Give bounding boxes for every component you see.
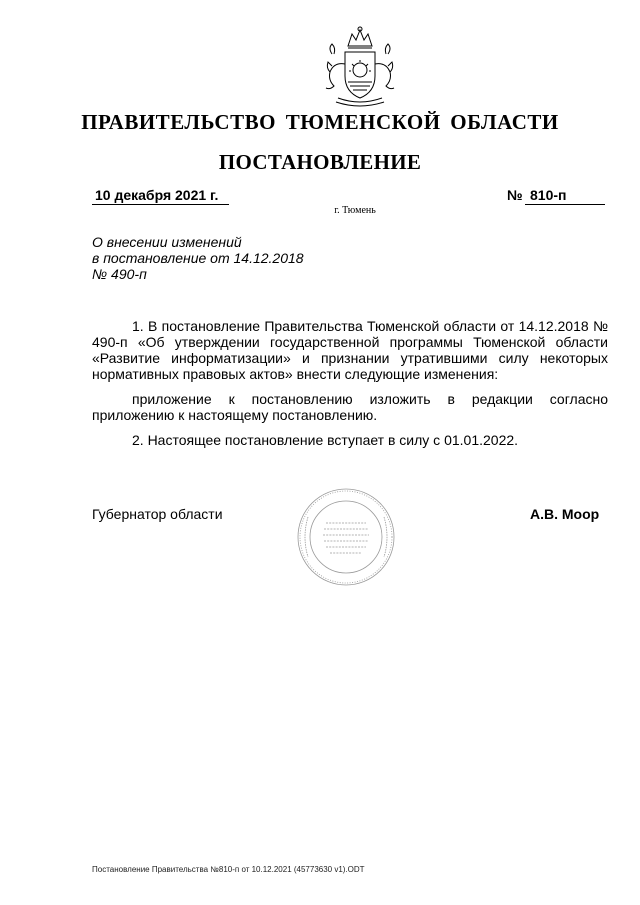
document-date: 10 декабря 2021 г. [95, 187, 219, 203]
coat-of-arms-icon [318, 24, 402, 110]
document-body [92, 318, 608, 448]
doc-type-title: ПОСТАНОВЛЕНИЕ [218, 150, 422, 174]
city-label: г. Тюмень [334, 205, 376, 216]
subject-line: № 490-п [92, 266, 147, 282]
official-seal-icon [296, 487, 396, 587]
body-paragraph: 1. В постановление Правительства Тюменской области от 14.12.2018 № 490-п «Об утверждении государственной программы Тюменской области «Развитие информатизации» и признании утратившими силу некоторых нормативных правовых актов» внести следующие изменения: [92, 318, 608, 382]
signer-name: А.В. Моор [530, 506, 600, 522]
file-footer: Постановление Правительства №810-п от 10.12.2021 (45773630 v1).ODT [92, 865, 365, 874]
number-sign: № [507, 187, 523, 203]
signer-position: Губернатор области [92, 506, 223, 522]
org-title: ПРАВИТЕЛЬСТВО ТЮМЕНСКОЙ ОБЛАСТИ [81, 110, 559, 134]
subject-line: в постановление от 14.12.2018 [92, 250, 304, 266]
subject-line: О внесении изменений [92, 234, 242, 250]
document-number: 810-п [530, 187, 567, 203]
subject-block [92, 234, 304, 282]
body-paragraph: 2. Настоящее постановление вступает в силу с 01.01.2022. [132, 432, 519, 448]
body-paragraph: приложение к постановлению изложить в редакции согласно приложению к настоящему постановлению. [92, 391, 608, 423]
